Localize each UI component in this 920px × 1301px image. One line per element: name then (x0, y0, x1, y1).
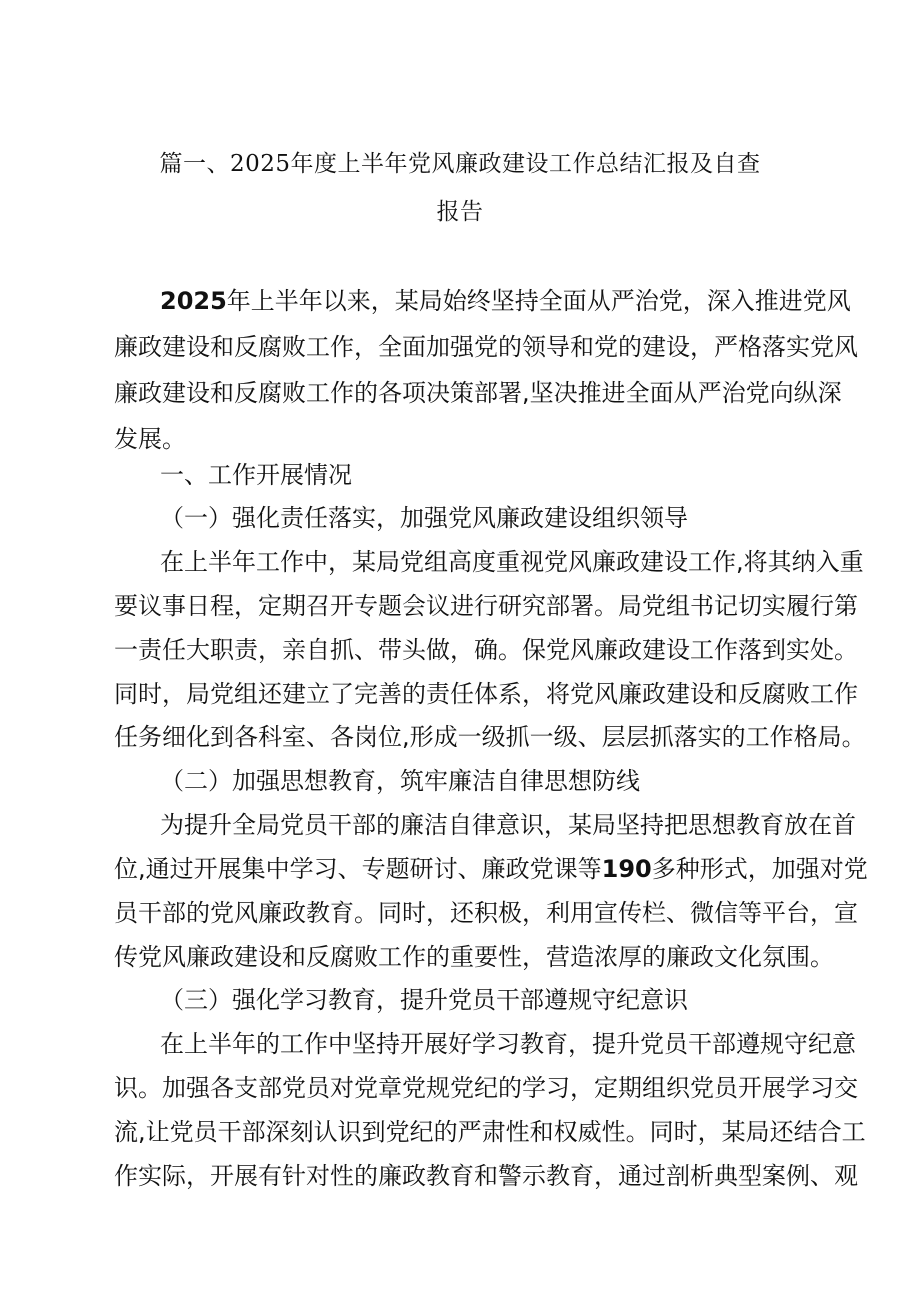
sub-2-line-1: 为提升全局党员干部的廉洁自律意识，某局坚持把思想教育放在首 (160, 811, 856, 839)
sub-1-line-3: 一责任大职责，亲自抓、带头做，确。保党风廉政建设工作落到实处。 (114, 636, 858, 664)
intro-year: 2025 (160, 287, 227, 315)
sub-2-line-3: 员干部的党风廉政教育。同时，还积极，利用宣传栏、微信等平台，宣 (114, 899, 858, 927)
sub-1-line-2: 要议事日程，定期召开专题会议进行研究部署。局党组书记切实履行第 (114, 592, 858, 620)
sub-3-line-2: 识。加强各支部党员对党章党规党纪的学习，定期组织党员开展学习交 (114, 1074, 858, 1102)
intro-line-4: 发展。 (114, 425, 186, 453)
intro-line-1-text: 年上半年以来，某局始终坚持全面从严治党，深入推进党风 (226, 287, 851, 315)
sub-2-line-2-text-a: 位,通过开展集中学习、专题研讨、廉政党课等 (114, 855, 602, 883)
sub-3-line-1: 在上半年的工作中坚持开展好学习教育，提升党员干部遵规守纪意 (160, 1030, 856, 1058)
sub-2-heading: （二）加强思想教育，筑牢廉洁自律思想防线 (160, 767, 640, 795)
sub-2-count: 190 (601, 855, 652, 883)
document-title-line-2: 报告 (436, 199, 484, 225)
sub-1-line-5: 任务细化到各科室、各岗位,形成一级抓一级、层层抓落实的工作格局。 (114, 723, 866, 751)
sub-1-heading: （一）强化责任落实，加强党风廉政建设组织领导 (160, 504, 688, 532)
intro-line-3: 廉政建设和反腐败工作的各项决策部署,坚决推进全面从严治党向纵深 (114, 379, 842, 407)
sub-2-line-2-text-b: 多种形式，加强对党 (651, 855, 868, 883)
sub-3-line-4: 作实际，开展有针对性的廉政教育和警示教育，通过剖析典型案例、观 (114, 1162, 858, 1190)
sub-2-line-4: 传党风廉政建设和反腐败工作的重要性，营造浓厚的廉政文化氛围。 (114, 943, 834, 971)
sub-2-line-2 (114, 849, 868, 884)
sub-1-line-4: 同时，局党组还建立了完善的责任体系，将党风廉政建设和反腐败工作 (114, 680, 858, 708)
sub-3-heading: （三）强化学习教育，提升党员干部遵规守纪意识 (160, 986, 688, 1014)
section-1-heading: 一、工作开展情况 (160, 461, 352, 489)
sub-1-line-1: 在上半年工作中，某局党组高度重视党风廉政建设工作,将其纳入重 (160, 548, 864, 576)
sub-3-line-3: 流,让党员干部深刻认识到党纪的严肃性和权威性。同时，某局还结合工 (114, 1118, 866, 1146)
intro-line-1 (160, 281, 851, 316)
document-title-line-1: 篇一、2025年度上半年党风廉政建设工作总结汇报及自查 (159, 151, 761, 177)
intro-line-2: 廉政建设和反腐败工作，全面加强党的领导和党的建设，严格落实党风 (114, 333, 858, 361)
